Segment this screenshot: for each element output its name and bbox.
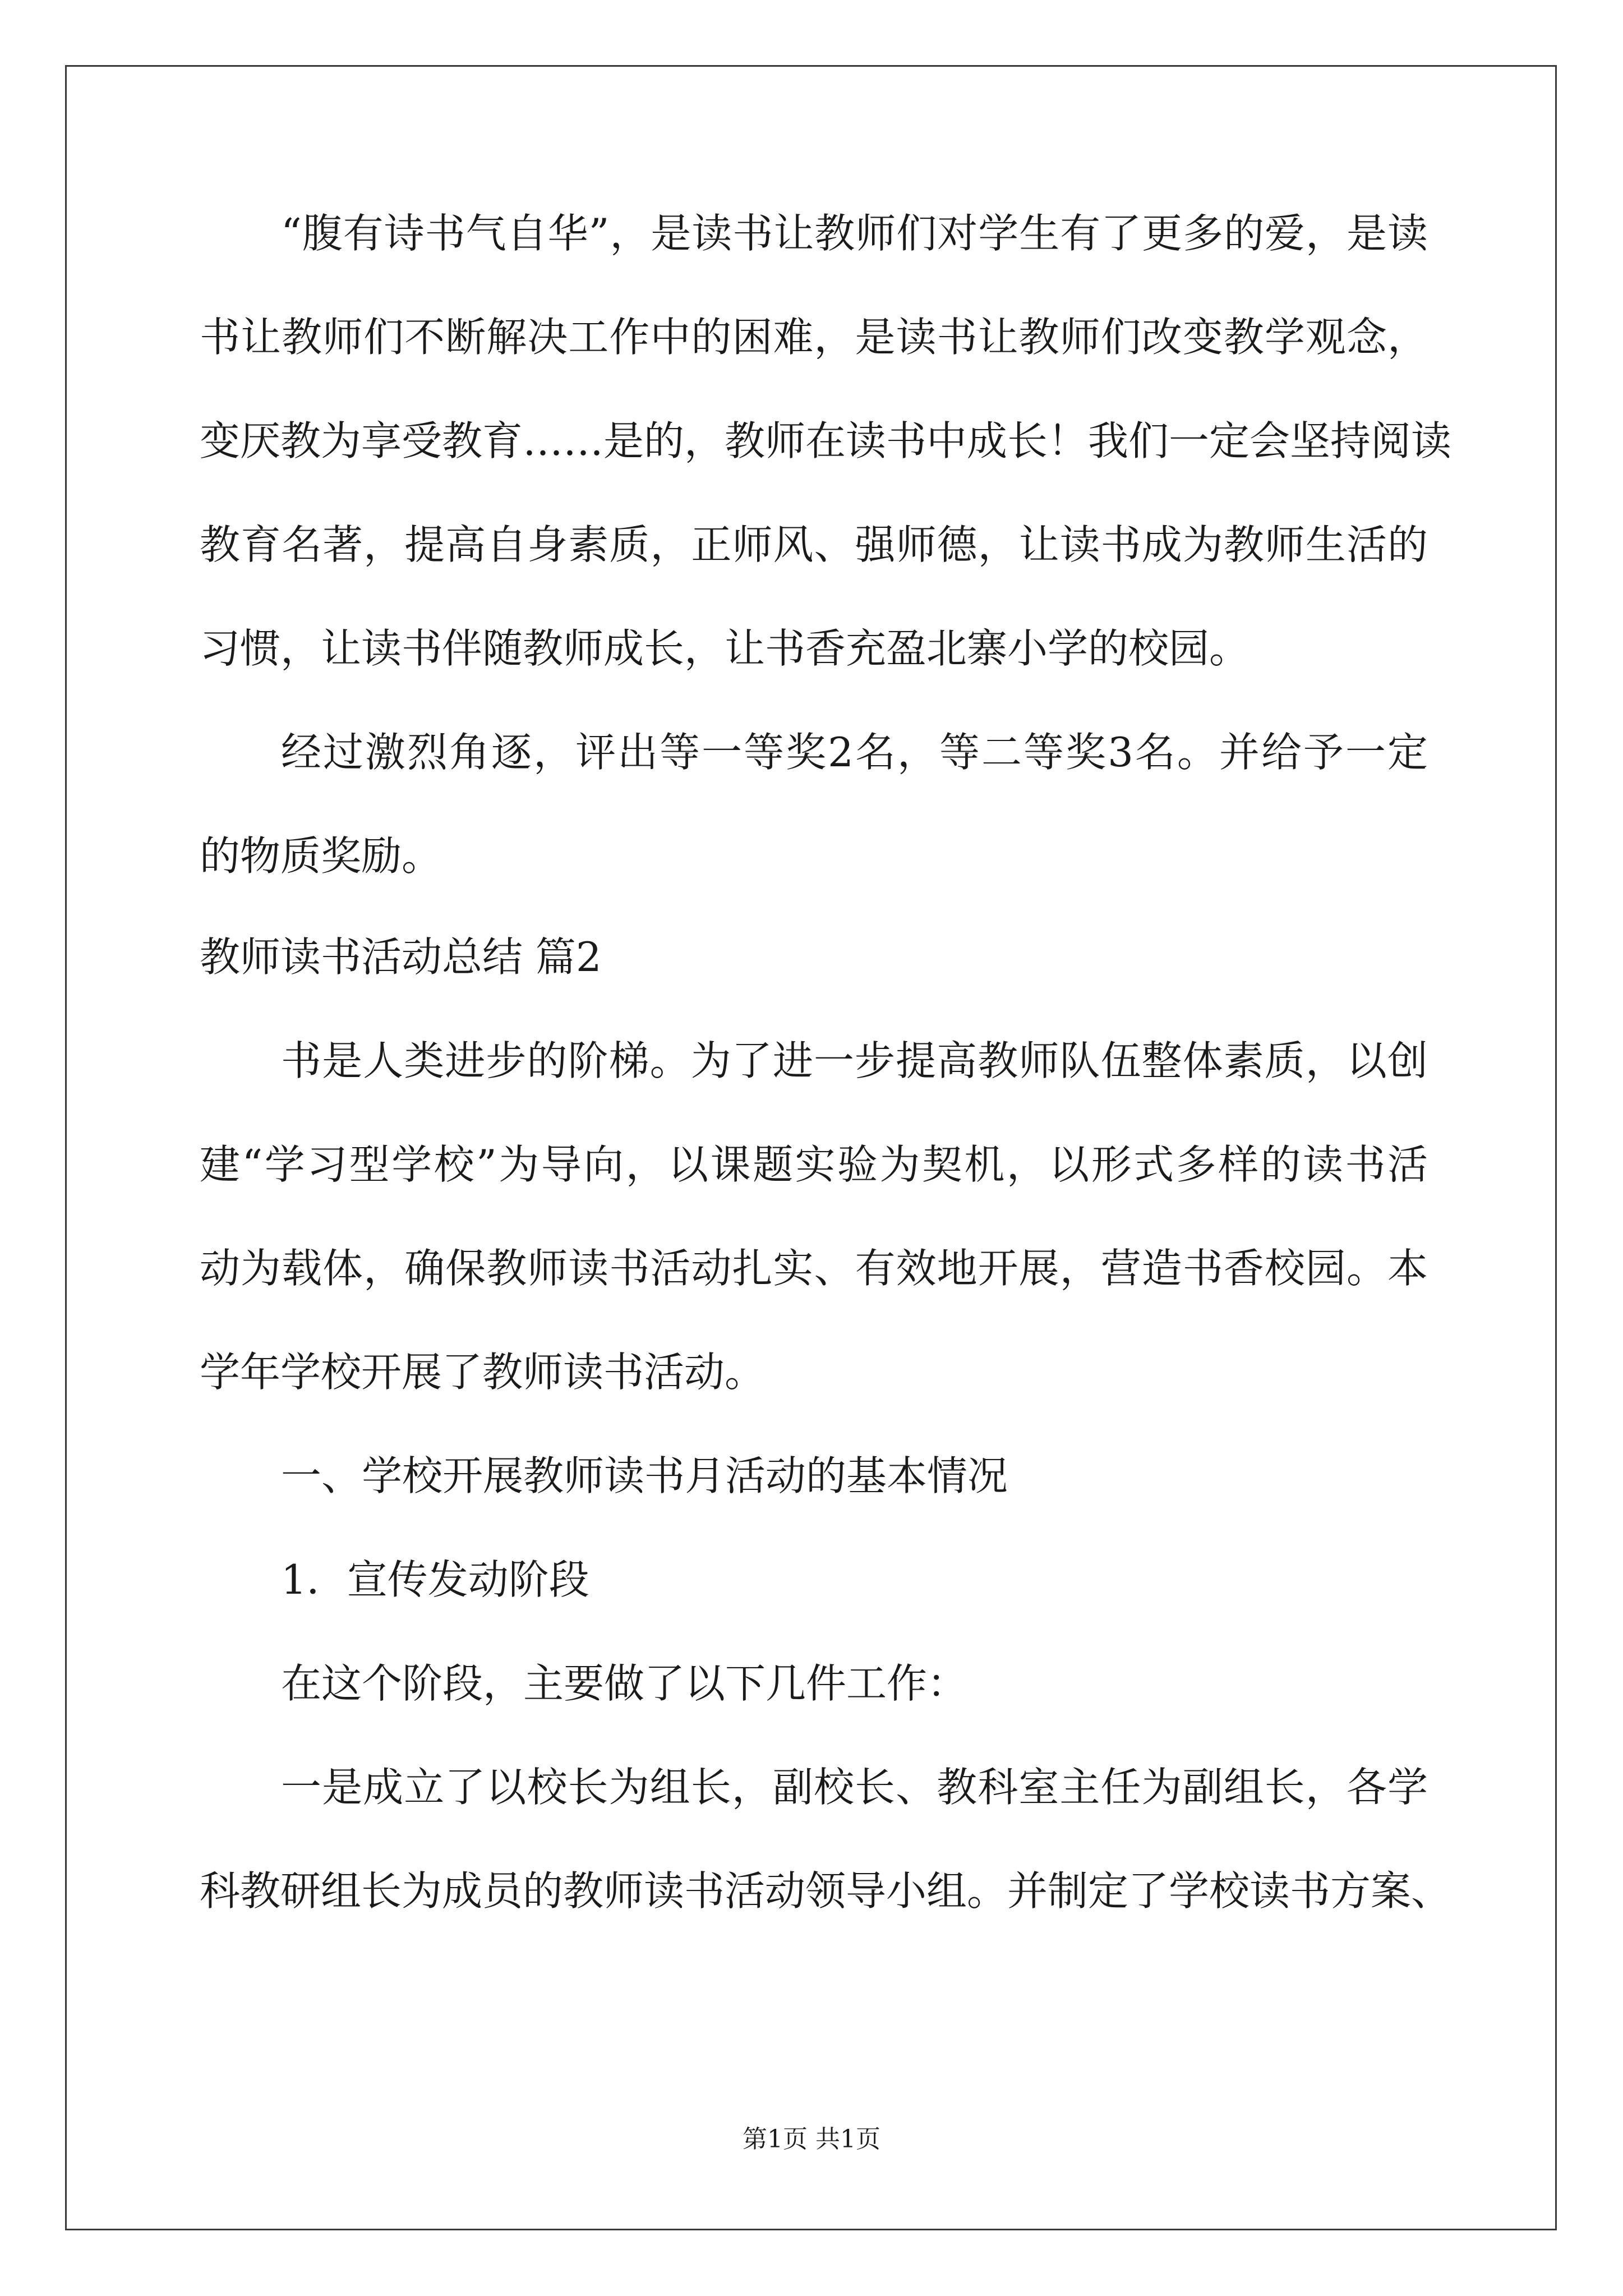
paragraph-line: 书让教师们不断解决工作中的困难，是读书让教师们改变教学观念， [200, 314, 1428, 361]
subsection-heading: 1．宣传发动阶段 [281, 1556, 589, 1603]
paragraph-line: 建“学习型学校”为导向，以课题实验为契机，以形式多样的读书活 [200, 1141, 1428, 1188]
paragraph-line: “腹有诗书气自华”，是读书让教师们对学生有了更多的爱，是读 [281, 210, 1428, 257]
paragraph-line: 在这个阶段，主要做了以下几件工作： [281, 1660, 968, 1707]
page-footer: 第1页 共1页 [743, 2125, 880, 2154]
paragraph-line: 一是成立了以校长为组长，副校长、教科室主任为副组长，各学 [281, 1764, 1428, 1811]
paragraph-line: 动为载体，确保教师读书活动扎实、有效地开展，营造书香校园。本 [200, 1245, 1428, 1292]
subsection-heading: 一、学校开展教师读书月活动的基本情况 [281, 1452, 1008, 1499]
paragraph-line: 教育名著，提高自身素质，正师风、强师德，让读书成为教师生活的 [200, 521, 1428, 568]
paragraph-line: 的物质奖励。 [200, 832, 442, 880]
paragraph-line: 学年学校开展了教师读书活动。 [200, 1349, 766, 1396]
section-heading: 教师读书活动总结 篇2 [200, 933, 602, 981]
paragraph-line: 经过激烈角逐，评出等一等奖2名，等二等奖3名。并给予一定 [281, 729, 1428, 776]
paragraph-line: 科教研组长为成员的教师读书活动领导小组。并制定了学校读书方案、 [200, 1867, 1452, 1915]
paragraph-line: 习惯，让读书伴随教师成长，让书香充盈北寨小学的校园。 [200, 625, 1250, 672]
paragraph-line: 变厌教为享受教育……是的，教师在读书中成长！我们一定会坚持阅读 [200, 417, 1452, 464]
paragraph-line: 书是人类进步的阶梯。为了进一步提高教师队伍整体素质，以创 [281, 1037, 1428, 1084]
